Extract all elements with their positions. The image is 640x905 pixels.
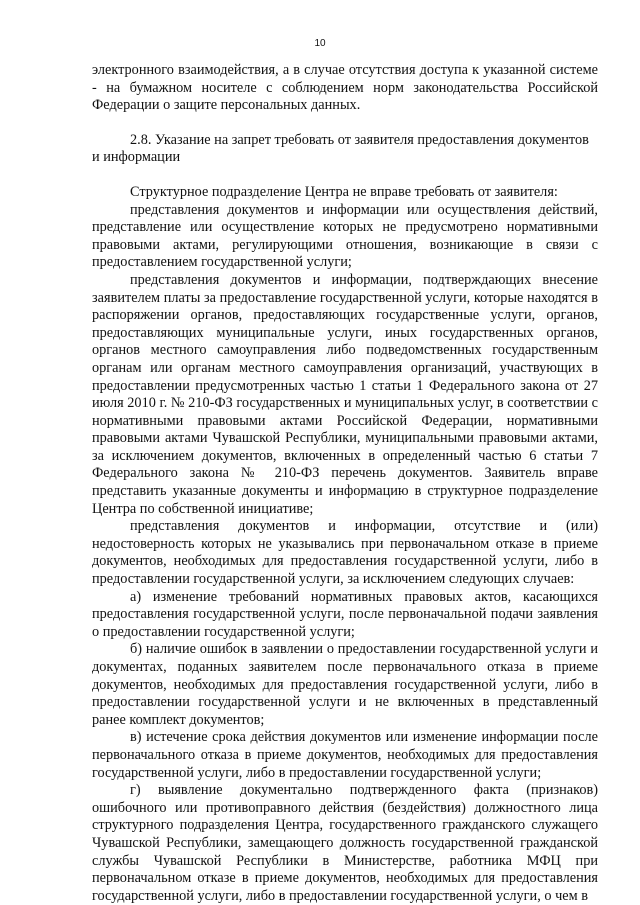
- paragraph-item: представления документов и информации, подтверждающих внесение заявителем платы за предоставление государственной услуги, которые находятся в распоряжении органов, предоставляющих государственные услуги, органов, предоставляющих муниципальные услуги, иных государственных органов, органов местного самоуправления либо подведомственных государственным органам или органам местного самоуправления организаций, участвующих в предоставлении предусмотренных частью 1 статьи 1 Федерального закона от 27 июля 2010 г. № 210-ФЗ государственных и муниципальных услуг, в соответствии с нормативными правовыми актами Российской Федерации, нормативными правовыми актами Чувашской Республики, муниципальными правовыми актами, за исключением документов, включенных в определенный частью 6 статьи 7 Федерального закона № 210-ФЗ перечень документов. Заявитель вправе представить указанные документы и информацию в структурное подразделение Центра по собственной инициативе;: [92, 271, 598, 517]
- document-body: [92, 62, 598, 905]
- paragraph-item: представления документов и информации, отсутствие и (или) недостоверность которых не указывались при первоначальном отказе в приеме документов, необходимых для предоставления государственной услуги, либо в предоставлении государственной услуги, за исключением следующих случаев:: [92, 518, 598, 588]
- paragraph-subitem-b: б) наличие ошибок в заявлении о предоставлении государственной услуги и документах, поданных заявителем после первоначального отказа в приеме документов, необходимых для предоставления государственной услуги, либо в предоставлении государственной услуги и не включенных в представленный ранее комплект документов;: [92, 641, 598, 728]
- section-heading: 2.8. Указание на запрет требовать от заявителя предоставления документов и информации: [92, 131, 589, 166]
- paragraph-subitem-a: а) изменение требований нормативных правовых актов, касающихся предоставления государственной услуги, после первоначальной подачи заявления о предоставлении государственной услуги;: [92, 588, 598, 640]
- paragraph-subitem-v: в) истечение срока действия документов или изменение информации после первоначального отказа в приеме документов, необходимых для предоставления государственной услуги, либо в предоставлении государственной услуги;: [92, 729, 598, 781]
- paragraph-continuation: электронного взаимодействия, а в случае отсутствия доступа к указанной системе - на бумажном носителе с соблюдением норм законодательства Российской Федерации о защите персональных данных.: [92, 62, 598, 114]
- paragraph-item: представления документов и информации или осуществления действий, представление или осуществление которых не предусмотрено нормативными правовыми актами, регулирующими отношения, возникающие в связи с предоставлением государственной услуги;: [92, 201, 598, 271]
- paragraph-subitem-g: г) выявление документально подтвержденного факта (признаков) ошибочного или противоправного действия (бездействия) должностного лица структурного подразделения Центра, государственного гражданского служащего Чувашской Республики, замещающего должность государственной гражданской службы Чувашской Республики в Министерстве, работника МФЦ при первоначальном отказе в приеме документов, необходимых для предоставления государственной услуги, либо в предоставлении государственной услуги, о чем в: [92, 782, 598, 904]
- page-number: 10: [314, 38, 326, 49]
- paragraph-intro: Структурное подразделение Центра не вправе требовать от заявителя:: [130, 183, 558, 200]
